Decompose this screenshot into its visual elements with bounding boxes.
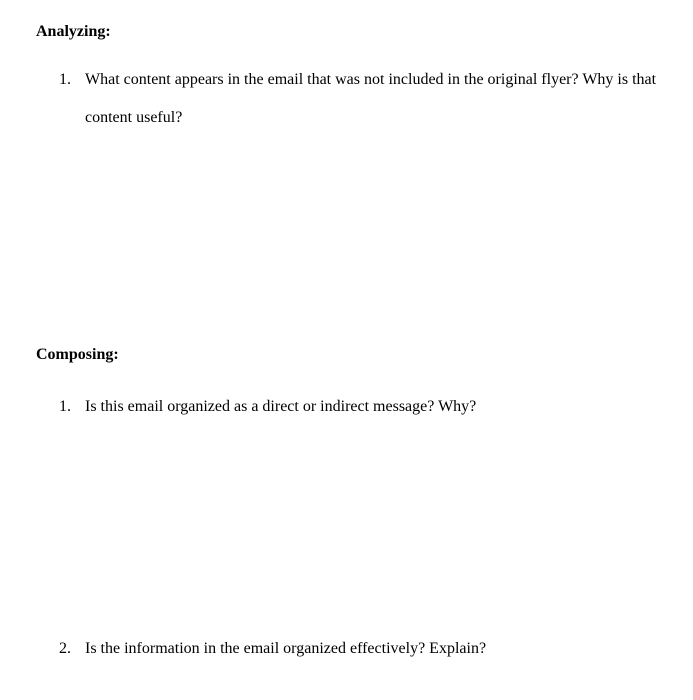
question-text-line: What content appears in the email that was not included in the original flyer? Why is that: [85, 71, 657, 88]
question-text-line: Is the information in the email organized effectively? Explain?: [85, 640, 487, 657]
question-text-line: content useful?: [85, 109, 183, 126]
section-heading-composing: Composing:: [36, 346, 119, 363]
question-number: 1.: [59, 71, 71, 88]
question-number: 2.: [59, 640, 71, 657]
question-number: 1.: [59, 398, 71, 415]
question-text-line: Is this email organized as a direct or indirect message? Why?: [85, 398, 477, 415]
section-heading-analyzing: Analyzing:: [36, 23, 111, 40]
